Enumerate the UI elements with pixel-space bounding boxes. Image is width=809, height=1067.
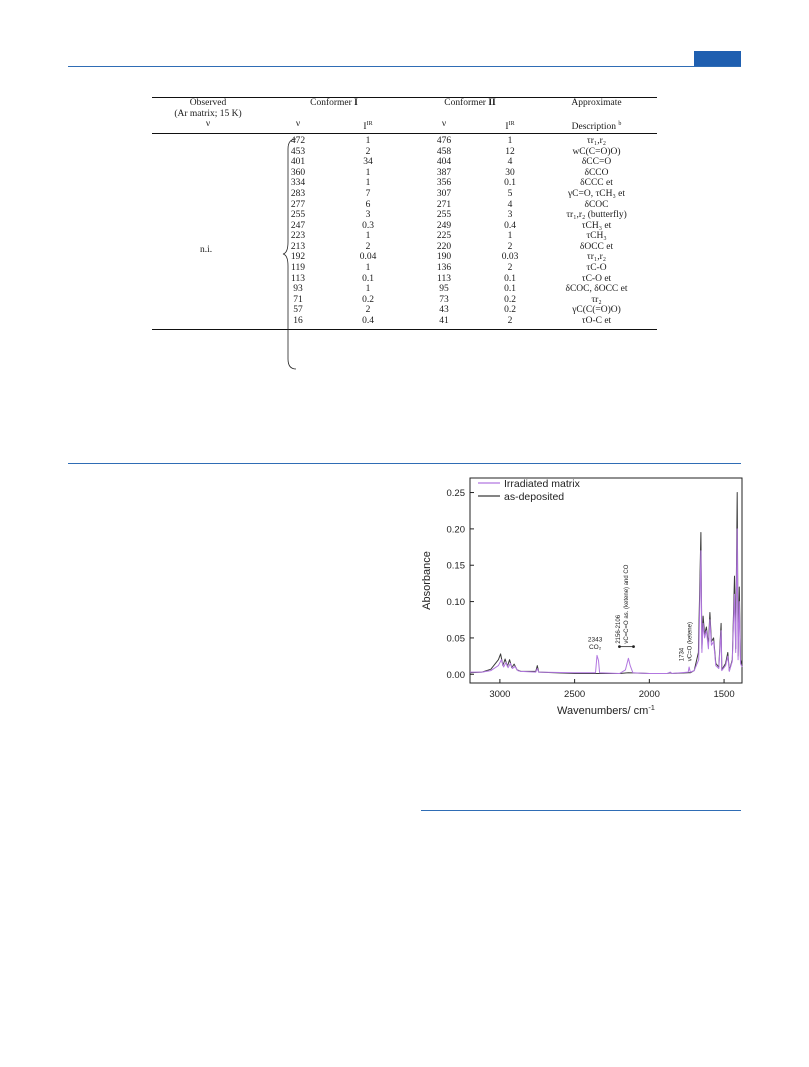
- section-tab-marker: [694, 51, 741, 67]
- header-approximate: Approximate: [571, 98, 622, 108]
- cell-observed: [152, 178, 264, 189]
- cell-iir-1: 2: [365, 241, 371, 252]
- x-axis-label-text: Wavenumbers/ cm: [557, 705, 649, 717]
- cell-iir-2: 2: [507, 316, 513, 327]
- annotation-co2-label: CO₂: [588, 643, 602, 651]
- cell-iir-2: 0.03: [501, 252, 519, 263]
- table-row: [152, 147, 657, 158]
- cell-nu-1: 57: [293, 305, 303, 316]
- header-conformer-2: Conformer: [444, 98, 489, 108]
- cell-nu-2: 41: [439, 316, 449, 327]
- cell-iir-2: 1: [507, 231, 513, 242]
- annotation-ketene-range-label: 2156-2106: [615, 614, 622, 644]
- cell-iir-2: 0.4: [504, 220, 516, 231]
- cell-iir-1: 1: [365, 178, 371, 189]
- table-row: [152, 221, 657, 232]
- cell-iir-1: 1: [365, 231, 371, 242]
- y-tick-label: 0.00: [446, 669, 465, 681]
- legend-label: Irradiated matrix: [504, 478, 580, 490]
- table-row: [152, 157, 657, 168]
- y-tick-label: 0.10: [446, 597, 465, 609]
- cell-description: τr₁,r₂: [586, 135, 607, 146]
- table-row: [152, 263, 657, 274]
- cell-iir-2: 0.2: [504, 294, 516, 305]
- ir-spectrum-figure: [418, 473, 743, 735]
- cell-nu-1: 401: [290, 157, 306, 168]
- cell-description: δOCC et: [579, 241, 614, 252]
- cell-nu-1: 453: [290, 146, 306, 157]
- cell-iir-1: 2: [365, 305, 371, 316]
- cell-nu-2: 113: [437, 273, 451, 284]
- series-line-irradiated: [470, 529, 742, 674]
- cell-iir-1: 7: [365, 188, 371, 199]
- cell-iir-1: 0.4: [362, 316, 374, 327]
- cell-nu-1: 255: [290, 210, 306, 221]
- cell-iir-2: 5: [507, 188, 513, 199]
- cell-nu-2: 387: [436, 167, 452, 178]
- cell-iir-2: 0.1: [504, 273, 516, 284]
- cell-observed: [152, 133, 264, 146]
- cell-nu-1: 113: [291, 273, 305, 284]
- header-conformer-1: Conformer: [310, 98, 355, 108]
- annotation-ketene-desc: νC=C=O as. (ketene) and CO: [623, 564, 630, 644]
- y-tick-label: 0.15: [446, 560, 465, 572]
- cell-nu-2: 73: [439, 294, 449, 305]
- x-axis-label: [557, 703, 655, 717]
- x-tick-label: 1500: [713, 689, 735, 700]
- cell-iir-2: 12: [505, 146, 515, 157]
- table-row: [152, 284, 657, 295]
- cell-nu-2: 190: [436, 252, 452, 263]
- y-tick-label: 0.25: [446, 488, 465, 500]
- header-rule: [68, 66, 741, 67]
- cell-nu-2: 220: [436, 241, 452, 252]
- cell-observed: [152, 189, 264, 200]
- cell-description: τO-C et: [581, 316, 612, 327]
- cell-iir-1: 1: [365, 135, 371, 146]
- table-row: [152, 200, 657, 211]
- cell-nu-2: 43: [439, 305, 449, 316]
- header-observed-nu: ν: [205, 119, 211, 130]
- annotation-ketene-dot-right: [632, 645, 635, 648]
- cell-nu-2: 307: [436, 188, 452, 199]
- cell-nu-2: 95: [439, 284, 449, 295]
- header-observed-sub: (Ar matrix; 15 K): [174, 108, 242, 119]
- cell-nu-2: 136: [436, 263, 452, 274]
- cell-description: τr₁,r₂ (butterfly): [566, 210, 627, 221]
- table-row: [152, 168, 657, 179]
- cell-iir-2: 30: [505, 167, 515, 178]
- header-conformer-2-num: II: [488, 98, 496, 108]
- cell-nu-1: 93: [293, 284, 303, 295]
- table-row: [152, 305, 657, 316]
- cell-observed: [152, 221, 264, 232]
- header-observed: Observed: [189, 98, 227, 108]
- cell-description: τCH₃: [586, 231, 607, 242]
- cell-description: wC(C=O)O): [572, 146, 621, 157]
- cell-nu-1: 360: [290, 167, 306, 178]
- cell-nu-2: 476: [436, 135, 452, 146]
- cell-nu-1: 247: [290, 220, 306, 231]
- cell-iir-1: 1: [365, 263, 371, 274]
- cell-iir-1: 0.1: [362, 273, 374, 284]
- cell-observed: [152, 274, 264, 285]
- cell-description: τC-O et: [581, 273, 612, 284]
- y-tick-label: 0.20: [446, 524, 465, 536]
- cell-observed: [152, 295, 264, 306]
- annotation-co2-wavenumber: 2343: [587, 636, 603, 644]
- cell-nu-1: 213: [290, 241, 306, 252]
- cell-iir-1: 0.3: [362, 220, 374, 231]
- table-row: [152, 189, 657, 200]
- cell-description: τC-O: [586, 263, 607, 274]
- cell-observed: [152, 263, 264, 274]
- cell-nu-1: 277: [290, 199, 306, 210]
- cell-description: δCC=O: [581, 157, 612, 168]
- vibrational-table-body: [152, 133, 657, 329]
- header-nu-1: ν: [295, 119, 301, 130]
- cell-iir-1: 0.04: [359, 252, 377, 263]
- cell-iir-1: 6: [365, 199, 371, 210]
- cell-iir-1: 34: [363, 157, 373, 168]
- table-row: [152, 231, 657, 242]
- cell-observed: [152, 284, 264, 295]
- cell-nu-2: 225: [436, 231, 452, 242]
- cell-observed: [152, 231, 264, 242]
- table-row: [152, 252, 657, 263]
- footer-rule: [421, 810, 741, 811]
- header-conformer-1-num: I: [354, 98, 358, 108]
- cell-iir-1: 0.2: [362, 294, 374, 305]
- cell-iir-2: 2: [507, 241, 513, 252]
- cell-nu-1: 283: [290, 188, 306, 199]
- cell-observed: [152, 147, 264, 158]
- cell-observed: [152, 316, 264, 329]
- cell-nu-1: 192: [290, 252, 306, 263]
- cell-iir-1: 2: [365, 146, 371, 157]
- cell-iir-1: 1: [365, 167, 371, 178]
- observed-value: n.i.: [200, 245, 213, 255]
- header-iir-2-sup: IR: [508, 121, 515, 128]
- cell-nu-1: 16: [293, 316, 303, 327]
- cell-iir-2: 2: [507, 263, 513, 274]
- cell-description: τr₁,r₂: [586, 252, 607, 263]
- cell-observed: [152, 168, 264, 179]
- cell-nu-1: 472: [290, 135, 306, 146]
- header-nu-2: ν: [441, 119, 447, 130]
- table-row: [152, 242, 657, 253]
- header-description: Description: [571, 122, 619, 133]
- cell-nu-2: 271: [436, 199, 452, 210]
- x-tick-label: 2500: [564, 689, 586, 700]
- cell-nu-1: 334: [290, 178, 306, 189]
- cell-iir-2: 0.1: [504, 284, 516, 295]
- cell-iir-2: 0.2: [504, 305, 516, 316]
- cell-description: γC(C(=O)O): [572, 305, 621, 316]
- cell-description: δCCC et: [580, 178, 613, 189]
- x-tick-label: 3000: [489, 689, 511, 700]
- cell-iir-2: 3: [507, 210, 513, 221]
- cell-nu-1: 223: [290, 231, 306, 242]
- table-row: [152, 316, 657, 329]
- cell-iir-2: 4: [507, 199, 513, 210]
- cell-observed: [152, 210, 264, 221]
- cell-nu-2: 458: [436, 146, 452, 157]
- cell-iir-1: 1: [365, 284, 371, 295]
- header-description-sup: b: [618, 121, 622, 128]
- section-rule: [68, 463, 741, 464]
- cell-description: τr₂: [591, 294, 602, 305]
- cell-observed: [152, 200, 264, 211]
- cell-description: τCH₃ et: [581, 220, 612, 231]
- cell-description: δCOC: [584, 199, 609, 210]
- annotation-1734-label: νC=O (ketene): [687, 622, 694, 662]
- cell-iir-2: 4: [507, 157, 513, 168]
- header-iir-1-sup: IR: [366, 121, 373, 128]
- table-row: [152, 210, 657, 221]
- cell-nu-1: 71: [293, 294, 303, 305]
- cell-iir-2: 0.1: [504, 178, 516, 189]
- cell-observed: [152, 157, 264, 168]
- ir-spectrum-chart: [418, 473, 743, 735]
- header-iir-2: I: [505, 122, 509, 133]
- cell-description: δCCO: [584, 167, 609, 178]
- table-row: [152, 274, 657, 285]
- table-row: [152, 178, 657, 189]
- y-axis-label: Absorbance: [421, 551, 433, 610]
- annotation-ketene-dot-left: [618, 645, 621, 648]
- table-row: [152, 133, 657, 146]
- x-tick-label: 2000: [638, 689, 660, 700]
- header-iir-1: I: [363, 122, 367, 133]
- cell-description: γC=O, τCH₃ et: [567, 188, 626, 199]
- annotation-1734-wavenumber: 1734: [679, 647, 686, 662]
- cell-nu-2: 404: [436, 157, 452, 168]
- table-brace: [282, 137, 298, 371]
- legend-label: as-deposited: [504, 491, 565, 503]
- cell-observed: [152, 305, 264, 316]
- table-row: [152, 295, 657, 306]
- cell-nu-2: 255: [436, 210, 452, 221]
- vibrational-table-container: [152, 97, 657, 330]
- vibrational-table: [152, 97, 657, 330]
- cell-iir-2: 1: [507, 135, 513, 146]
- x-axis-label-sup: -1: [648, 703, 655, 712]
- cell-nu-2: 249: [436, 220, 452, 231]
- cell-nu-1: 119: [291, 263, 305, 274]
- cell-description: δCOC, δOCC et: [565, 284, 628, 295]
- y-tick-label: 0.05: [446, 633, 465, 645]
- cell-nu-2: 356: [436, 178, 452, 189]
- cell-iir-1: 3: [365, 210, 371, 221]
